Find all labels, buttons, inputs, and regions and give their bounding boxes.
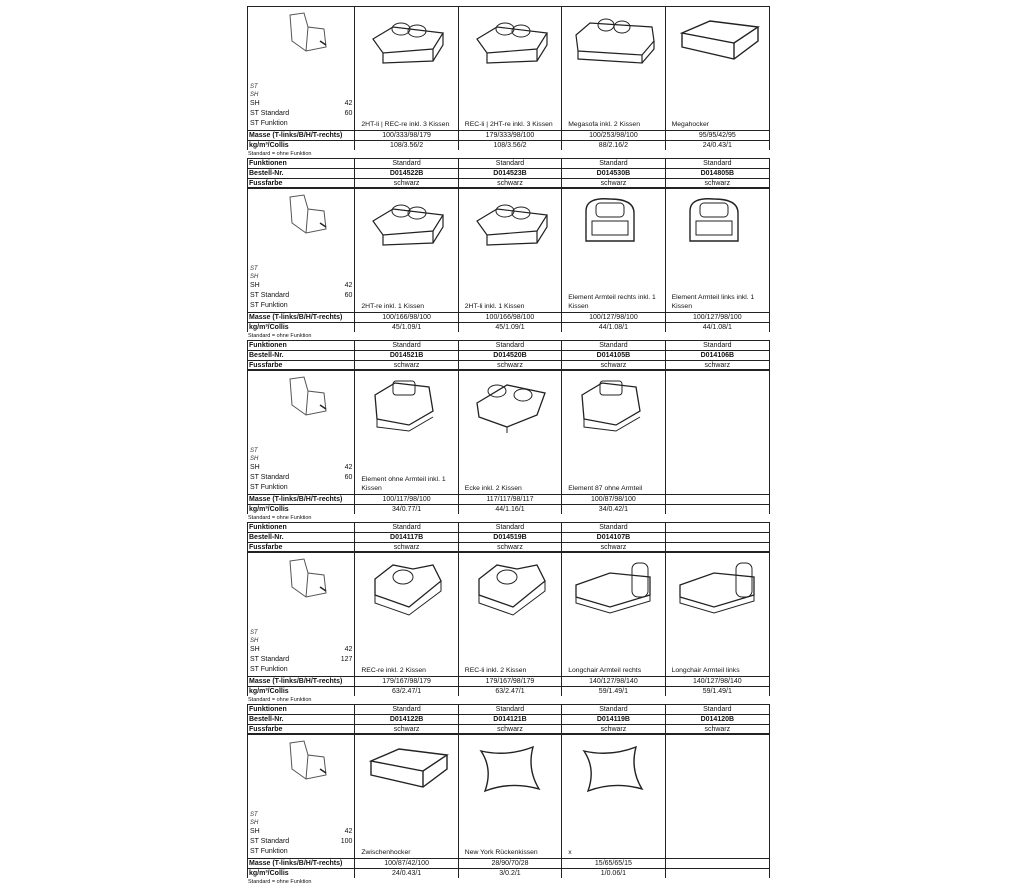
kgm-row-value: 24/0.43/1 (355, 869, 458, 878)
masse-row (247, 130, 770, 140)
legend-st-standard-value: 100 (340, 838, 353, 845)
fussfarbe-row (247, 360, 770, 370)
funktionen-row-value: Standard (355, 523, 458, 532)
product-caption: REC-li | 2HT-re inkl. 3 Kissen (464, 121, 553, 128)
kgm-row-value: 59/1.49/1 (702, 688, 732, 695)
product-cell (355, 371, 458, 494)
seat-profile-icon (284, 11, 332, 55)
legend-sh-value: 42 (344, 100, 353, 107)
kgm-row-label: kg/m³/Collis (248, 141, 355, 150)
fussfarbe-row-value: schwarz (355, 543, 458, 551)
funktionen-row-value: Standard (459, 705, 562, 714)
masse-row-value: 100/127/98/100 (692, 314, 742, 321)
product-cell (459, 735, 562, 858)
product-caption: Longchair Armteil rechts (568, 667, 642, 674)
product-caption: REC-re inkl. 2 Kissen (361, 667, 426, 674)
fussfarbe-row-value: schwarz (355, 361, 458, 369)
masse-row-value: 100/253/98/100 (562, 131, 665, 140)
funktionen-row-value: Standard (355, 705, 458, 714)
legend-st: ST (250, 630, 258, 636)
funktionen-row-value: Standard (562, 341, 665, 350)
kgm-row (247, 686, 770, 696)
product-block (247, 552, 770, 734)
product-cell (666, 371, 769, 494)
fussfarbe-row-value (666, 543, 769, 551)
funktionen-row-value (666, 523, 769, 532)
bestell-row-value (666, 533, 769, 542)
product-caption: x (568, 849, 572, 856)
bestell-row-value: D014522B (355, 169, 458, 178)
legend-lines (250, 811, 352, 857)
kgm-row-value: 108/3.56/2 (355, 141, 458, 150)
masse-row-value: 179/333/98/100 (459, 131, 562, 140)
masse-row-value: 140/127/98/140 (562, 677, 665, 686)
funktionen-row-value: Standard (703, 160, 732, 167)
funktionen-row-value: Standard (562, 159, 665, 168)
fussfarbe-row (247, 178, 770, 188)
bestell-row-value: D014520B (459, 351, 562, 360)
funktionen-row-value: Standard (703, 342, 732, 349)
legend-sh: SH (250, 274, 259, 280)
kgm-row-value: 1/0.06/1 (562, 869, 665, 878)
kgm-row-label: kg/m³/Collis (248, 323, 355, 332)
image-row (247, 370, 770, 494)
funktionen-row-value: Standard (459, 159, 562, 168)
funktionen-row-value: Standard (459, 341, 562, 350)
bestell-row-value: D014523B (459, 169, 562, 178)
image-row (247, 6, 770, 130)
funktionen-row-value: Standard (562, 523, 665, 532)
masse-row-label: Masse (T-links/B/H/T-rechts) (248, 131, 355, 140)
legend-sh-label: SH (250, 464, 260, 471)
standard-note: Standard = ohne Funktion (248, 697, 312, 703)
product-caption: Element 87 ohne Armteil (568, 485, 643, 492)
kgm-row-value: 34/0.77/1 (355, 505, 458, 514)
product-block (247, 734, 770, 886)
product-cell (666, 735, 769, 858)
legend-st-standard-label: ST Standard (250, 838, 290, 845)
masse-row-label: Masse (T-links/B/H/T-rechts) (248, 313, 355, 322)
legend-st-standard-row (250, 837, 352, 847)
fussfarbe-row (247, 542, 770, 552)
bestell-row (247, 168, 770, 178)
legend-st-funktion: ST Funktion (250, 484, 288, 491)
image-row (247, 188, 770, 312)
seat-legend (248, 189, 355, 312)
masse-row-value (666, 495, 769, 504)
legend-st-standard-row (250, 109, 352, 119)
product-cell (355, 553, 458, 676)
masse-row-value: 15/65/65/15 (562, 859, 665, 868)
masse-row-value: 100/166/98/100 (355, 313, 458, 322)
legend-sh-label: SH (250, 646, 260, 653)
fussfarbe-row-value: schwarz (459, 179, 562, 187)
product-cell (666, 7, 769, 130)
fussfarbe-row-label: Fussfarbe (248, 361, 355, 369)
funktionen-row-value: Standard (355, 159, 458, 168)
legend-st: ST (250, 448, 258, 454)
bestell-row (247, 350, 770, 360)
legend-lines (250, 83, 352, 129)
fussfarbe-row-value: schwarz (562, 543, 665, 551)
kgm-row-label: kg/m³/Collis (248, 687, 355, 696)
product-caption: Element Armteil rechts inkl. 1 Kissen (568, 294, 656, 310)
legend-st: ST (250, 266, 258, 272)
kgm-row-value: 24/0.43/1 (702, 142, 732, 149)
legend-st-standard-label: ST Standard (250, 110, 290, 117)
legend-sh-row (250, 827, 352, 837)
legend-sh-row (250, 645, 352, 655)
legend-st-funktion: ST Funktion (250, 302, 288, 309)
product-cell (666, 553, 769, 676)
legend-st: ST (250, 84, 258, 90)
legend-st-funktion: ST Funktion (250, 848, 288, 855)
legend-st-standard-value: 60 (344, 474, 353, 481)
bestell-row-label: Bestell-Nr. (248, 533, 355, 542)
fussfarbe-row-value: schwarz (459, 725, 562, 733)
bestell-row-label: Bestell-Nr. (248, 169, 355, 178)
kgm-row-value (666, 869, 769, 878)
product-caption: Element ohne Armteil inkl. 1 Kissen (361, 476, 446, 492)
legend-st-funktion: ST Funktion (250, 120, 288, 127)
masse-row (247, 858, 770, 868)
legend-sh-label: SH (250, 282, 260, 289)
product-cell (355, 735, 458, 858)
funktionen-row (247, 158, 770, 168)
masse-row-value (666, 859, 769, 868)
bestell-row-value: D014521B (355, 351, 458, 360)
product-cell (562, 553, 665, 676)
legend-sh-label: SH (250, 100, 260, 107)
masse-row-value: 100/87/98/100 (562, 495, 665, 504)
legend-st-standard-value: 127 (340, 656, 353, 663)
kgm-row-value: 88/2.16/2 (562, 141, 665, 150)
kgm-row-value (666, 505, 769, 514)
masse-row-value: 100/87/42/100 (355, 859, 458, 868)
funktionen-row-value: Standard (355, 341, 458, 350)
product-cell (562, 735, 665, 858)
masse-row (247, 494, 770, 504)
product-spec-sheet (247, 6, 770, 885)
fussfarbe-row-value: schwarz (459, 543, 562, 551)
legend-sh-label: SH (250, 828, 260, 835)
legend-st-funktion: ST Funktion (250, 666, 288, 673)
image-row (247, 552, 770, 676)
masse-row-value: 100/127/98/100 (562, 313, 665, 322)
bestell-row-value: D014106B (700, 352, 735, 359)
legend-sh-row (250, 463, 352, 473)
legend-sh: SH (250, 92, 259, 98)
product-caption: Longchair Armteil links (671, 667, 740, 674)
funktionen-row-label: Funktionen (248, 341, 355, 350)
masse-row-value: 179/167/98/179 (355, 677, 458, 686)
legend-lines (250, 629, 352, 675)
fussfarbe-row-value: schwarz (562, 725, 665, 733)
fussfarbe-row-value: schwarz (562, 179, 665, 187)
product-caption: Megahocker (671, 121, 709, 128)
product-caption: Element Armteil links inkl. 1 Kissen (671, 294, 755, 310)
funktionen-row (247, 340, 770, 350)
product-cell (562, 7, 665, 130)
bestell-row (247, 532, 770, 542)
seat-profile-icon (284, 739, 332, 783)
seat-legend (248, 735, 355, 858)
legend-sh-row (250, 281, 352, 291)
bestell-row-value: D014107B (562, 533, 665, 542)
bestell-row-label: Bestell-Nr. (248, 351, 355, 360)
legend-sh-value: 42 (344, 464, 353, 471)
product-caption: Megasofa inkl. 2 Kissen (568, 121, 640, 128)
product-cell (355, 189, 458, 312)
funktionen-row (247, 522, 770, 532)
fussfarbe-row-value: schwarz (704, 726, 731, 733)
legend-sh-value: 42 (344, 282, 353, 289)
masse-row (247, 312, 770, 322)
masse-row-label: Masse (T-links/B/H/T-rechts) (248, 677, 355, 686)
fussfarbe-row-value: schwarz (459, 361, 562, 369)
funktionen-row-value: Standard (459, 523, 562, 532)
legend-lines (250, 447, 352, 493)
masse-row-label: Masse (T-links/B/H/T-rechts) (248, 495, 355, 504)
kgm-row-value: 3/0.2/1 (459, 869, 562, 878)
fussfarbe-row-label: Fussfarbe (248, 543, 355, 551)
kgm-row-value: 44/1.08/1 (702, 324, 732, 331)
legend-st-standard-row (250, 291, 352, 301)
fussfarbe-row (247, 724, 770, 734)
product-cell (355, 7, 458, 130)
masse-row-value: 28/90/70/28 (459, 859, 562, 868)
product-block (247, 188, 770, 370)
kgm-row-value: 63/2.47/1 (459, 687, 562, 696)
legend-sh: SH (250, 638, 259, 644)
kgm-row (247, 322, 770, 332)
funktionen-row (247, 704, 770, 714)
fussfarbe-row-value: schwarz (355, 725, 458, 733)
funktionen-row-value: Standard (562, 705, 665, 714)
product-cell (459, 189, 562, 312)
bestell-row-value: D014120B (700, 716, 735, 723)
funktionen-row-label: Funktionen (248, 159, 355, 168)
kgm-row-label: kg/m³/Collis (248, 869, 355, 878)
standard-note: Standard = ohne Funktion (248, 879, 312, 885)
product-cell (459, 7, 562, 130)
funktionen-row-value: Standard (703, 706, 732, 713)
legend-sh: SH (250, 820, 259, 826)
kgm-row-value: 34/0.42/1 (562, 505, 665, 514)
fussfarbe-row-label: Fussfarbe (248, 179, 355, 187)
legend-st-standard-row (250, 655, 352, 665)
product-block (247, 6, 770, 188)
seat-legend (248, 553, 355, 676)
kgm-row-value: 44/1.08/1 (562, 323, 665, 332)
legend-lines (250, 265, 352, 311)
product-caption: 2HT-li | REC-re inkl. 3 Kissen (361, 121, 450, 128)
product-cell (562, 371, 665, 494)
masse-row-value: 140/127/98/140 (692, 678, 742, 685)
fussfarbe-row-value: schwarz (704, 362, 731, 369)
masse-row-value: 95/95/42/95 (698, 132, 736, 139)
kgm-row-label: kg/m³/Collis (248, 505, 355, 514)
kgm-row-value: 108/3.56/2 (459, 141, 562, 150)
legend-sh: SH (250, 456, 259, 462)
masse-row (247, 676, 770, 686)
bestell-row-value: D014805B (700, 170, 735, 177)
seat-profile-icon (284, 193, 332, 237)
bestell-row-value: D014105B (562, 351, 665, 360)
legend-st-standard-value: 60 (344, 110, 353, 117)
masse-row-value: 100/166/98/100 (459, 313, 562, 322)
legend-st-standard-label: ST Standard (250, 292, 290, 299)
kgm-row-value: 45/1.09/1 (355, 323, 458, 332)
masse-row-value: 100/117/98/100 (355, 495, 458, 504)
product-cell (666, 189, 769, 312)
masse-row-value: 117/117/98/117 (459, 495, 562, 504)
product-caption: New York Rückenkissen (464, 849, 538, 856)
bestell-row-value: D014122B (355, 715, 458, 724)
bestell-row (247, 714, 770, 724)
legend-st-standard-label: ST Standard (250, 656, 290, 663)
product-caption: 2HT-li inkl. 1 Kissen (464, 303, 525, 310)
image-row (247, 734, 770, 858)
seat-legend (248, 7, 355, 130)
kgm-row-value: 59/1.49/1 (562, 687, 665, 696)
seat-legend (248, 371, 355, 494)
seat-profile-icon (284, 557, 332, 601)
funktionen-row-label: Funktionen (248, 705, 355, 714)
fussfarbe-row-value: schwarz (562, 361, 665, 369)
product-cell (459, 553, 562, 676)
product-cell (562, 189, 665, 312)
fussfarbe-row-value: schwarz (355, 179, 458, 187)
fussfarbe-row-value: schwarz (704, 180, 731, 187)
product-block (247, 370, 770, 552)
kgm-row-value: 63/2.47/1 (355, 687, 458, 696)
product-caption: 2HT-re inkl. 1 Kissen (361, 303, 425, 310)
kgm-row-value: 44/1.16/1 (459, 505, 562, 514)
product-caption: REC-li inkl. 2 Kissen (464, 667, 527, 674)
kgm-row-value: 45/1.09/1 (459, 323, 562, 332)
standard-note: Standard = ohne Funktion (248, 151, 312, 157)
legend-st-standard-value: 60 (344, 292, 353, 299)
legend-sh-value: 42 (344, 828, 353, 835)
legend-st-standard-row (250, 473, 352, 483)
masse-row-label: Masse (T-links/B/H/T-rechts) (248, 859, 355, 868)
bestell-row-value: D014530B (562, 169, 665, 178)
legend-sh-row (250, 99, 352, 109)
kgm-row (247, 140, 770, 150)
standard-note: Standard = ohne Funktion (248, 515, 312, 521)
bestell-row-value: D014117B (355, 533, 458, 542)
standard-note: Standard = ohne Funktion (248, 333, 312, 339)
bestell-row-value: D014119B (562, 715, 665, 724)
masse-row-value: 100/333/98/179 (355, 131, 458, 140)
bestell-row-label: Bestell-Nr. (248, 715, 355, 724)
fussfarbe-row-label: Fussfarbe (248, 725, 355, 733)
kgm-row (247, 504, 770, 514)
seat-profile-icon (284, 375, 332, 419)
legend-st: ST (250, 812, 258, 818)
bestell-row-value: D014121B (459, 715, 562, 724)
product-caption: Zwischenhocker (361, 849, 411, 856)
product-cell (459, 371, 562, 494)
masse-row-value: 179/167/98/179 (459, 677, 562, 686)
funktionen-row-label: Funktionen (248, 523, 355, 532)
legend-st-standard-label: ST Standard (250, 474, 290, 481)
kgm-row (247, 868, 770, 878)
bestell-row-value: D014519B (459, 533, 562, 542)
legend-sh-value: 42 (344, 646, 353, 653)
product-caption: Ecke inkl. 2 Kissen (464, 485, 522, 492)
